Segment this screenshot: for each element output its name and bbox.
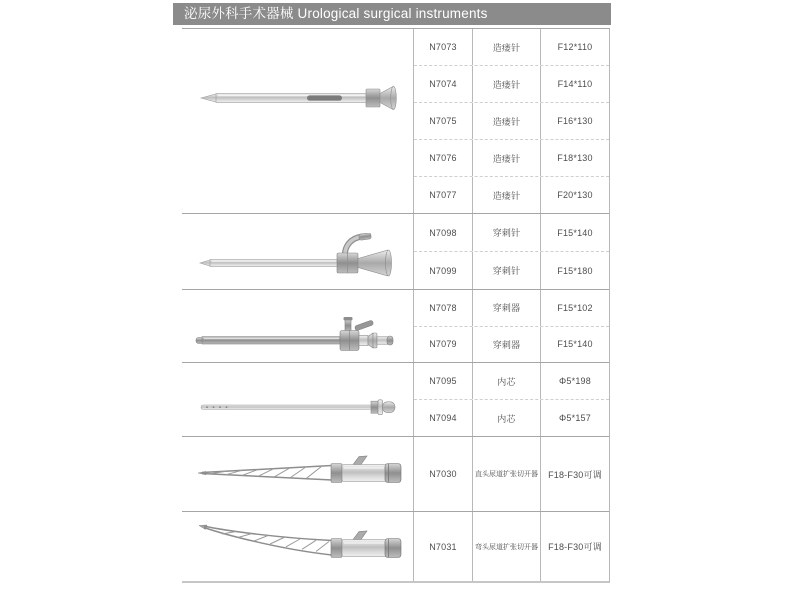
- name-cell: 内芯: [472, 363, 540, 399]
- group-rows: [414, 437, 609, 511]
- straight-urethral-dilator-cutter-illustration: [196, 452, 406, 492]
- nephrostomy-needle-illustration: [198, 83, 398, 113]
- table-row: [414, 176, 609, 213]
- instrument-group-curved-dilator: [182, 512, 609, 581]
- name-cell: 造瘘针: [472, 177, 540, 213]
- group-rows: [414, 29, 609, 213]
- instrument-image-cell: [182, 29, 414, 213]
- group-rows: [414, 214, 609, 289]
- name-cell: 穿刺器: [472, 290, 540, 326]
- table-row: [414, 139, 609, 176]
- spec-cell: F18*130: [540, 140, 609, 176]
- spec-cell: F15*180: [540, 252, 609, 289]
- model-cell: N7099: [429, 265, 457, 276]
- instrument-table: [182, 28, 610, 583]
- spec-cell: F16*130: [540, 103, 609, 139]
- instrument-group-straight-dilator: [182, 437, 609, 512]
- spec-cell: F18-F30可调: [540, 512, 609, 581]
- name-cell: 造瘘针: [472, 29, 540, 65]
- model-cell: N7075: [429, 116, 457, 126]
- spec-cell: Φ5*198: [540, 363, 609, 399]
- curved-urethral-dilator-cutter-illustration: [196, 522, 406, 566]
- table-row: [414, 512, 609, 581]
- name-cell: 穿刺针: [472, 214, 540, 251]
- table-row: [414, 214, 609, 251]
- table-row: [414, 29, 609, 65]
- instrument-group-puncture-needle: [182, 214, 609, 290]
- model-cell: N7074: [429, 79, 457, 89]
- model-cell: N7077: [429, 190, 457, 200]
- spec-cell: F15*140: [540, 327, 609, 363]
- table-row: [414, 437, 609, 511]
- name-cell: 直头尿道扩张切开器: [472, 437, 540, 511]
- table-row: [414, 363, 609, 399]
- puncture-needle-illustration: [196, 233, 396, 277]
- model-cell: N7078: [429, 302, 457, 313]
- inner-core-illustration: [197, 395, 397, 419]
- name-cell: 内芯: [472, 400, 540, 436]
- instrument-image-cell: [182, 363, 414, 436]
- model-cell: N7076: [429, 153, 457, 163]
- name-cell: 造瘘针: [472, 103, 540, 139]
- model-cell: N7094: [429, 413, 457, 423]
- instrument-group-inner-core: [182, 363, 609, 437]
- group-rows: [414, 290, 609, 362]
- name-cell: 穿刺器: [472, 327, 540, 363]
- spec-cell: Φ5*157: [540, 400, 609, 436]
- group-rows: [414, 363, 609, 436]
- model-cell: N7098: [429, 227, 457, 238]
- table-row: [414, 399, 609, 436]
- spec-cell: F14*110: [540, 66, 609, 102]
- instrument-image-cell: [182, 437, 414, 511]
- page-title: 泌尿外科手术器械 Urological surgical instruments: [173, 3, 611, 25]
- model-cell: N7073: [429, 42, 457, 52]
- model-cell: N7031: [429, 541, 457, 552]
- instrument-group-trocar: [182, 290, 609, 363]
- spec-cell: F18-F30可调: [540, 437, 609, 511]
- instrument-group-nephrostomy-needle: [182, 29, 609, 214]
- model-cell: N7095: [429, 376, 457, 386]
- table-row: [414, 326, 609, 363]
- spec-cell: F15*102: [540, 290, 609, 326]
- trocar-illustration: [194, 309, 394, 353]
- instrument-image-cell: [182, 512, 414, 581]
- table-row: [414, 102, 609, 139]
- model-cell: N7079: [429, 339, 457, 350]
- instrument-image-cell: [182, 214, 414, 289]
- spec-cell: F20*130: [540, 177, 609, 213]
- name-cell: 弯头尿道扩张切开器: [472, 512, 540, 581]
- group-rows: [414, 512, 609, 581]
- name-cell: 造瘘针: [472, 66, 540, 102]
- name-cell: 穿刺针: [472, 252, 540, 289]
- instrument-image-cell: [182, 290, 414, 362]
- table-row: [414, 290, 609, 326]
- model-cell: N7030: [429, 469, 457, 479]
- spec-cell: F15*140: [540, 214, 609, 251]
- table-row: [414, 251, 609, 289]
- table-row: [414, 65, 609, 102]
- spec-cell: F12*110: [540, 29, 609, 65]
- name-cell: 造瘘针: [472, 140, 540, 176]
